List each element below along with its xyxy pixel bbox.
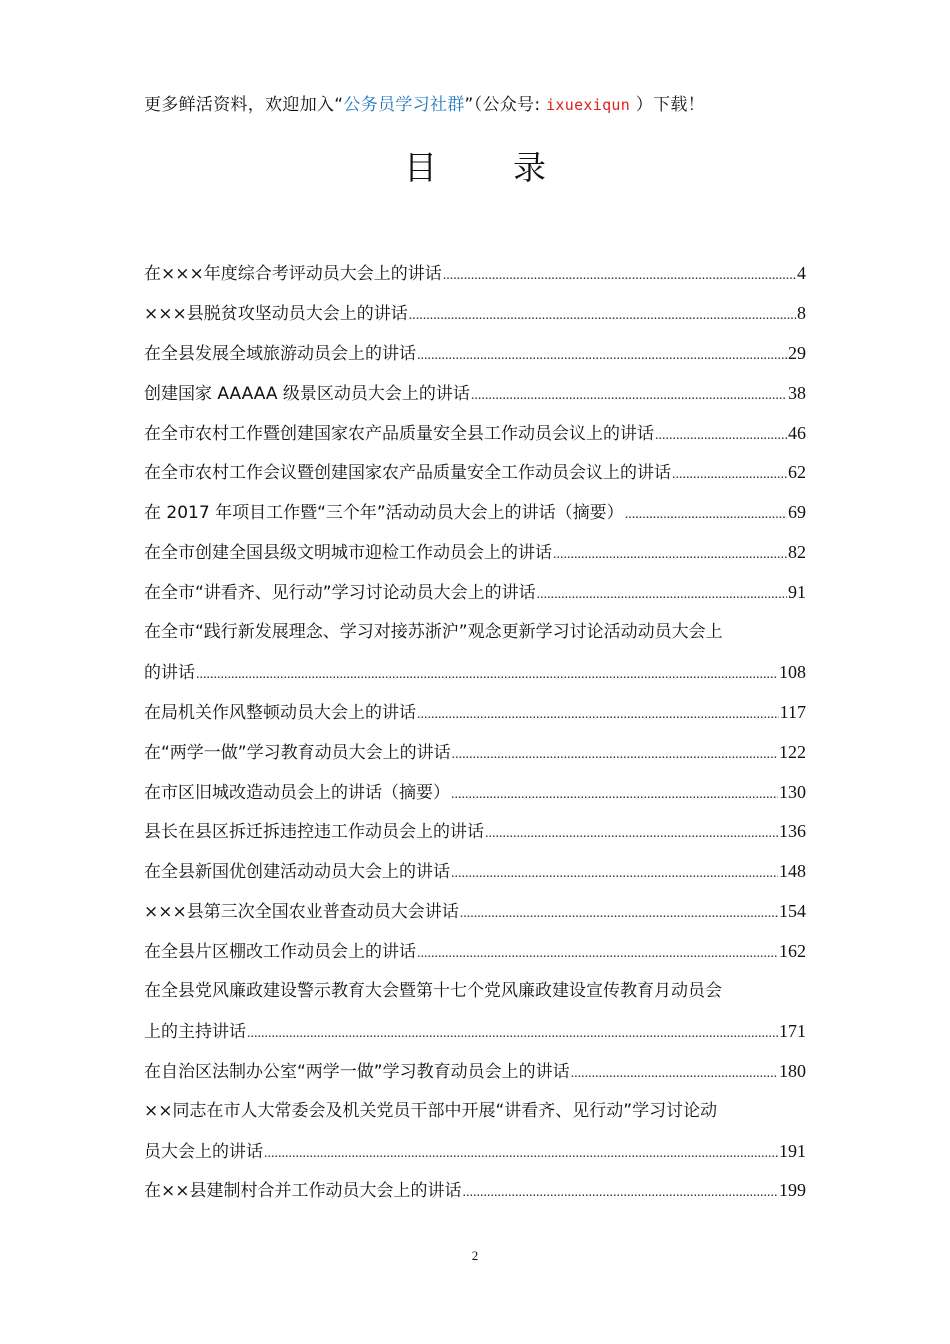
- toc-entry[interactable]: [144, 294, 806, 334]
- dot-leader: [451, 854, 778, 894]
- toc-entry[interactable]: [144, 533, 806, 573]
- banner-suffix: ）下载！: [630, 95, 705, 115]
- toc-entry-title: 在市区旧城改造动员会上的讲话（摘要）: [144, 782, 450, 803]
- dot-leader: [471, 376, 787, 416]
- dot-leader: [417, 695, 779, 735]
- toc-entry-title: ×××县第三次全国农业普查动员大会讲话: [144, 902, 459, 923]
- dot-leader: [672, 455, 787, 495]
- toc-entry-page: 62: [788, 462, 806, 483]
- toc-entry[interactable]: [144, 453, 806, 493]
- toc-entry-title-line-1: ××同志在市人大常委会及机关党员干部中开展“讲看齐、见行动”学习讨论动: [144, 1100, 718, 1121]
- toc-entry-title: 在局机关作风整顿动员大会上的讲话: [144, 702, 416, 723]
- dot-leader: [485, 814, 778, 854]
- toc-entry[interactable]: [144, 733, 806, 773]
- toc-entry-line-1[interactable]: [144, 1092, 806, 1132]
- dot-leader: [463, 1173, 779, 1213]
- page-title: [0, 146, 950, 190]
- dot-leader: [452, 735, 778, 775]
- toc-entry-page: 69: [788, 502, 806, 523]
- toc-entry-title: 在全县片区棚改工作动员会上的讲话: [144, 942, 416, 963]
- toc-entry-title-line-1: 在全市“践行新发展理念、学习对接苏浙沪”观念更新学习讨论活动动员大会上: [144, 622, 723, 643]
- toc-entry[interactable]: [144, 1132, 806, 1172]
- toc-entry-page: 29: [788, 342, 806, 363]
- toc-entry-page: 117: [779, 701, 806, 722]
- toc-entry-title: 上的主持讲话: [144, 1021, 246, 1042]
- toc-entry-title: 在×××年度综合考评动员大会上的讲话: [144, 264, 442, 284]
- toc-entry[interactable]: [144, 493, 806, 533]
- toc-entry-line-1[interactable]: [144, 613, 806, 653]
- toc-entry-page: 162: [779, 941, 806, 962]
- dot-leader: [460, 894, 778, 934]
- toc-entry-page: 171: [779, 1020, 806, 1041]
- dot-leader: [417, 336, 787, 376]
- toc-entry[interactable]: [144, 653, 806, 693]
- toc-entry[interactable]: [144, 1171, 806, 1211]
- toc-entry-page: 136: [779, 821, 806, 842]
- banner-account: ixuexiqun: [546, 96, 631, 114]
- toc-entry-page: 180: [779, 1060, 806, 1081]
- toc-entry[interactable]: [144, 1012, 806, 1052]
- toc-entry-page: 148: [779, 861, 806, 882]
- toc-entry-title: 在全县新国优创建活动动员大会上的讲话: [144, 862, 450, 883]
- dot-leader: [571, 1054, 778, 1094]
- toc-entry-title: 县长在县区拆迁拆违控违工作动员会上的讲话: [144, 822, 484, 843]
- toc-entry-title: 在全市创建全国县级文明城市迎检工作动员会上的讲话: [144, 543, 552, 564]
- dot-leader: [443, 256, 796, 296]
- toc-entry-page: 82: [788, 542, 806, 563]
- toc-entry-title: 员大会上的讲话: [144, 1141, 263, 1162]
- title-char-1: 目: [404, 148, 437, 187]
- dot-leader: [655, 416, 787, 456]
- toc-entry[interactable]: [144, 693, 806, 733]
- toc-entry-title: ×××县脱贫攻坚动员大会上的讲话: [144, 303, 408, 324]
- toc-entry[interactable]: [144, 414, 806, 454]
- page-number: 2: [471, 1248, 479, 1263]
- toc-entry-page: 199: [779, 1180, 806, 1201]
- toc-entry-title: 在“两学一做”学习教育动员大会上的讲话: [144, 742, 451, 763]
- dot-leader: [247, 1014, 778, 1054]
- toc-entry-title-line-1: 在全县党风廉政建设警示教育大会暨第十七个党风廉政建设宣传教育月动员会: [144, 981, 722, 1002]
- toc-entry-page: 8: [797, 302, 806, 323]
- toc-entry-title: 的讲话: [144, 662, 195, 683]
- banner-group-name: 公务员学习社群: [343, 95, 465, 115]
- toc-entry-page: 4: [797, 263, 806, 283]
- toc-entry-page: 108: [779, 661, 806, 682]
- toc-entry[interactable]: [144, 892, 806, 932]
- toc-entry[interactable]: [144, 773, 806, 813]
- toc-entry-title: 在全市“讲看齐、见行动”学习讨论动员大会上的讲话: [144, 583, 536, 604]
- toc-entry[interactable]: [144, 334, 806, 374]
- download-banner: [144, 92, 705, 118]
- title-char-2: 录: [513, 148, 546, 187]
- toc-entry-page: 91: [788, 582, 806, 603]
- toc-entry-title: 在全县发展全域旅游动员会上的讲话: [144, 343, 416, 364]
- toc-entry[interactable]: [144, 1052, 806, 1092]
- table-of-contents: [144, 254, 806, 1211]
- dot-leader: [625, 495, 787, 535]
- banner-prefix: 更多鲜活资料，欢迎加入“: [144, 95, 344, 115]
- toc-entry-title: 在自治区法制办公室“两学一做”学习教育动员会上的讲话: [144, 1061, 570, 1082]
- dot-leader: [537, 575, 787, 615]
- dot-leader: [553, 535, 787, 575]
- toc-entry-page: 38: [788, 382, 806, 403]
- toc-entry-page: 130: [779, 781, 806, 802]
- toc-entry[interactable]: [144, 254, 806, 294]
- dot-leader: [409, 296, 796, 336]
- dot-leader: [196, 655, 778, 695]
- dot-leader: [451, 775, 778, 815]
- toc-entry[interactable]: [144, 852, 806, 892]
- toc-entry-title: 创建国家 AAAAA 级景区动员大会上的讲话: [144, 383, 470, 404]
- toc-entry-title: 在××县建制村合并工作动员大会上的讲话: [144, 1181, 462, 1202]
- toc-entry-page: 122: [779, 741, 806, 762]
- toc-entry-title: 在全市农村工作会议暨创建国家农产品质量安全工作动员会议上的讲话: [144, 463, 671, 484]
- toc-entry-page: 154: [779, 901, 806, 922]
- toc-entry-page: 46: [788, 422, 806, 443]
- dot-leader: [417, 934, 778, 974]
- toc-entry[interactable]: [144, 812, 806, 852]
- toc-entry-title: 在全市农村工作暨创建国家农产品质量安全县工作动员会议上的讲话: [144, 423, 654, 444]
- toc-entry-page: 191: [779, 1140, 806, 1161]
- toc-entry-title: 在 2017 年项目工作暨“三个年”活动动员大会上的讲话（摘要）: [144, 503, 624, 524]
- toc-entry[interactable]: [144, 374, 806, 414]
- banner-middle: ”（公众号:: [464, 95, 547, 115]
- toc-entry-line-1[interactable]: [144, 972, 806, 1012]
- toc-entry[interactable]: [144, 932, 806, 972]
- dot-leader: [264, 1134, 778, 1174]
- toc-entry[interactable]: [144, 573, 806, 613]
